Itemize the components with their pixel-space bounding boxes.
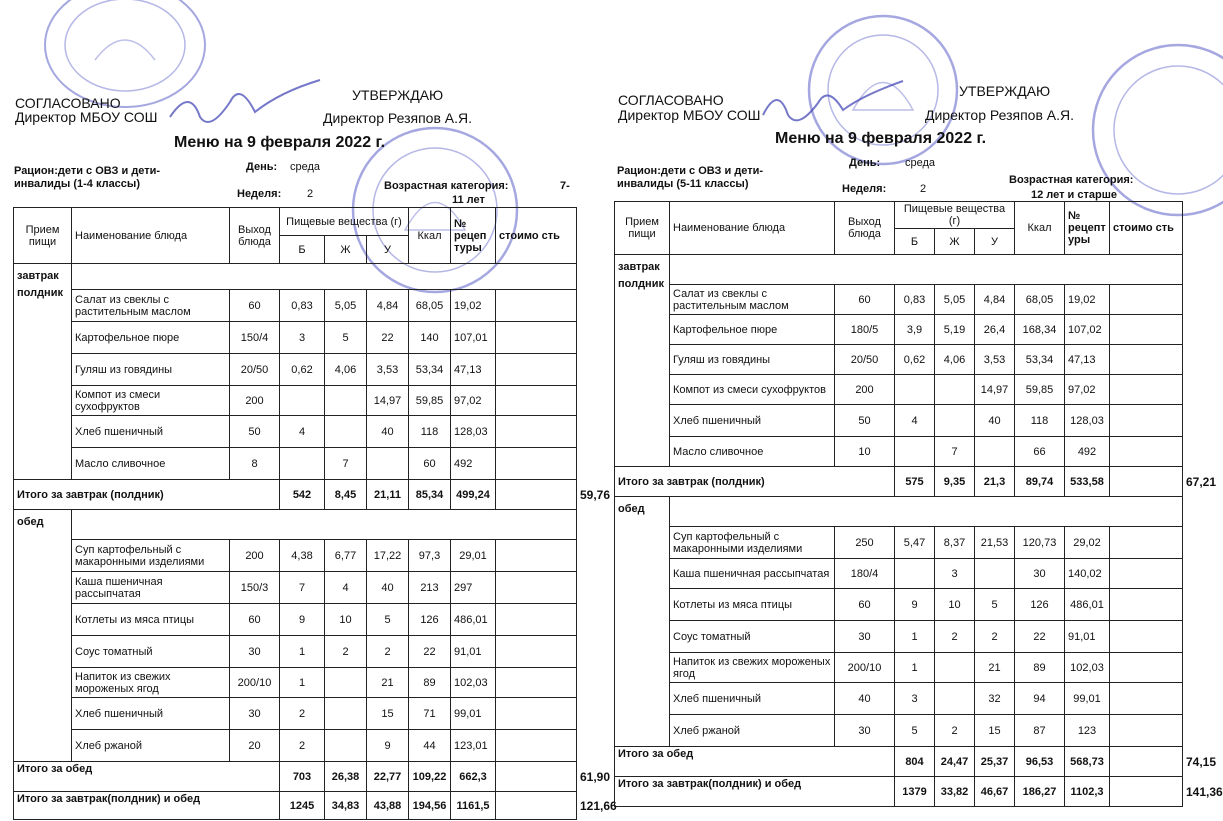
- table-row: Котлеты из мяса птицы 60 9 10 5 126 486,01: [14, 604, 577, 636]
- grand-total-row: Итого за завтрак(полдник) и обед 1245 34,83 43,88 194,56 1161,5 121,66: [14, 792, 577, 820]
- header-recipe: № рецеп туры: [451, 208, 496, 264]
- table-row: Напиток из свежих мороженых ягод 200/10 1 21 89 102,03: [615, 653, 1183, 683]
- approved-right: УТВЕРЖДАЮ: [352, 87, 444, 103]
- header-dish: Наименование блюда: [670, 202, 835, 255]
- header-cost: стоимо сть: [496, 208, 577, 264]
- table-row: Хлеб пшеничный 40 3 32 94 99,01: [615, 683, 1183, 715]
- header-nutrients: Пищевые вещества (г): [895, 202, 1015, 229]
- ration-label: Рацион:дети с ОВЗ и дети- инвалиды (5-11 классы): [617, 165, 764, 190]
- table-row: Котлеты из мяса птицы 60 9 10 5 126 486,01: [615, 589, 1183, 621]
- table-row: Картофельное пюре 180/5 3,9 5,19 26,4 168,34 107,02: [615, 315, 1183, 345]
- header-u: У: [367, 236, 409, 264]
- table-row: Соус томатный 30 1 2 2 22 91,01: [14, 636, 577, 668]
- breakfast-total-row: Итого за завтрак (полдник) 542 8,45 21,11 85,34 499,24 59,76: [14, 480, 577, 510]
- header-recipe: № рецепт уры: [1065, 202, 1110, 255]
- header-meal: Прием пищи: [14, 208, 72, 264]
- age-value: 7-: [560, 180, 570, 192]
- stamp-seal-icon: [40, 0, 210, 110]
- breakfast-label: завтрак: [17, 270, 59, 282]
- page-title: Меню на 9 февраля 2022 г.: [775, 130, 987, 147]
- week-label: Неделя:: [237, 188, 282, 200]
- table-row: Напиток из свежих мороженых ягод 200/10 1 21 89 102,03: [14, 668, 577, 698]
- snack-label: полдник: [618, 278, 664, 290]
- table-row: Хлеб ржаной 20 2 9 44 123,01: [14, 730, 577, 762]
- approved-left: СОГЛАСОВАНО: [618, 92, 724, 108]
- table-row: Салат из свеклы с растительным маслом 60 0,83 5,05 4,84 68,05 19,02: [615, 285, 1183, 315]
- page-title: Меню на 9 февраля 2022 г.: [174, 134, 386, 151]
- table-row: Хлеб ржаной 30 5 2 15 87 123: [615, 715, 1183, 747]
- header-cost: стоимо сть: [1110, 202, 1183, 255]
- age-label: Возрастная категория:: [384, 180, 509, 192]
- day-label: День:: [246, 161, 278, 173]
- age-label: Возрастная категория:: [1009, 174, 1134, 186]
- table-row: Гуляш из говядины 20/50 0,62 4,06 3,53 53,34 47,13: [14, 354, 577, 386]
- header-output: Выход блюда: [230, 208, 280, 264]
- stamp-seal-icon: [803, 0, 963, 190]
- table-row: Каша пшеничная рассыпчатая 150/3 7 4 40 213 297: [14, 572, 577, 604]
- day-label: День:: [849, 157, 881, 169]
- table-row: Масло сливочное 8 7 60 492: [14, 448, 577, 480]
- table-row: Гуляш из говядины 20/50 0,62 4,06 3,53 53,34 47,13: [615, 345, 1183, 375]
- menu-table: [614, 201, 1223, 807]
- lunch-total-row: Итого за обед 804 24,47 25,37 96,53 568,73 74,15: [615, 747, 1183, 777]
- table-row: Хлеб пшеничный 50 4 40 118 128,03: [615, 405, 1183, 437]
- header-nutrients: Пищевые вещества (г): [280, 208, 409, 236]
- snack-label: полдник: [17, 287, 63, 299]
- meal-lunch: обед: [615, 497, 670, 747]
- table-row: Суп картофельный с макаронными изделиями 200 4,38 6,77 17,22 97,3 29,01: [14, 540, 577, 572]
- header-kcal: Ккал: [1015, 202, 1065, 255]
- grand-total-row: Итого за завтрак(полдник) и обед 1379 33,82 46,67 186,27 1102,3 141,36: [615, 777, 1183, 807]
- header-b: Б: [280, 236, 325, 264]
- director-left: Директор МБОУ СОШ: [618, 107, 761, 123]
- week-label: Неделя:: [842, 183, 887, 195]
- table-row: Хлеб пшеничный 50 4 40 118 128,03: [14, 416, 577, 448]
- header-kcal: Ккал: [409, 208, 451, 264]
- table-row: Каша пшеничная рассыпчатая 180/4 3 30 140,02: [615, 559, 1183, 589]
- signature-icon: [753, 75, 913, 135]
- lunch-total-row: Итого за обед 703 26,38 22,77 109,22 662,3 61,90: [14, 762, 577, 792]
- table-row: Компот из смеси сухофруктов 200 14,97 59,85 97,02: [615, 375, 1183, 405]
- breakfast-label: завтрак: [618, 261, 660, 273]
- director-right: Директор Резяпов А.Я.: [323, 110, 472, 126]
- header-zh: Ж: [935, 229, 975, 255]
- table-row: Соус томатный 30 1 2 2 22 91,01: [615, 621, 1183, 653]
- meal-lunch: обед: [14, 510, 72, 762]
- header-zh: Ж: [325, 236, 367, 264]
- age-value-2: 12 лет и старше: [1031, 189, 1117, 201]
- day-value: среда: [290, 161, 321, 173]
- header-dish: Наименование блюда: [72, 208, 230, 264]
- right-menu-panel: [603, 0, 1223, 821]
- table-row: Суп картофельный с макаронными изделиями 250 5,47 8,37 21,53 120,73 29,02: [615, 527, 1183, 559]
- meal-breakfast: [615, 255, 670, 467]
- header-u: У: [975, 229, 1015, 255]
- director-right: Директор Резяпов А.Я.: [925, 107, 1074, 123]
- approved-left: СОГЛАСОВАНО: [15, 95, 121, 111]
- signature-icon: [160, 72, 340, 142]
- header-meal: Прием пищи: [615, 202, 670, 255]
- table-row: Хлеб пшеничный 30 2 15 71 99,01: [14, 698, 577, 730]
- ration-label: Рацион:дети с ОВЗ и дети- инвалиды (1-4 классы): [14, 165, 161, 190]
- age-value-2: 11 лет: [452, 194, 485, 206]
- breakfast-total-row: Итого за завтрак (полдник) 575 9,35 21,3 89,74 533,58 67,21: [615, 467, 1183, 497]
- meal-breakfast: [14, 264, 72, 480]
- week-value: 2: [920, 183, 927, 195]
- day-value: среда: [905, 157, 936, 169]
- director-left: Директор МБОУ СОШ: [15, 109, 158, 125]
- table-row: Картофельное пюре 150/4 3 5 22 140 107,01: [14, 322, 577, 354]
- week-value: 2: [307, 188, 314, 200]
- header-output: Выход блюда: [835, 202, 895, 255]
- table-row: Салат из свеклы с растительным маслом 60 0,83 5,05 4,84 68,05 19,02: [14, 290, 577, 322]
- approved-right: УТВЕРЖДАЮ: [959, 83, 1051, 99]
- header-b: Б: [895, 229, 935, 255]
- menu-table: [13, 207, 617, 820]
- table-row: Компот из смеси сухофруктов 200 14,97 59,85 97,02: [14, 386, 577, 416]
- table-row: Масло сливочное 10 7 66 492: [615, 437, 1183, 467]
